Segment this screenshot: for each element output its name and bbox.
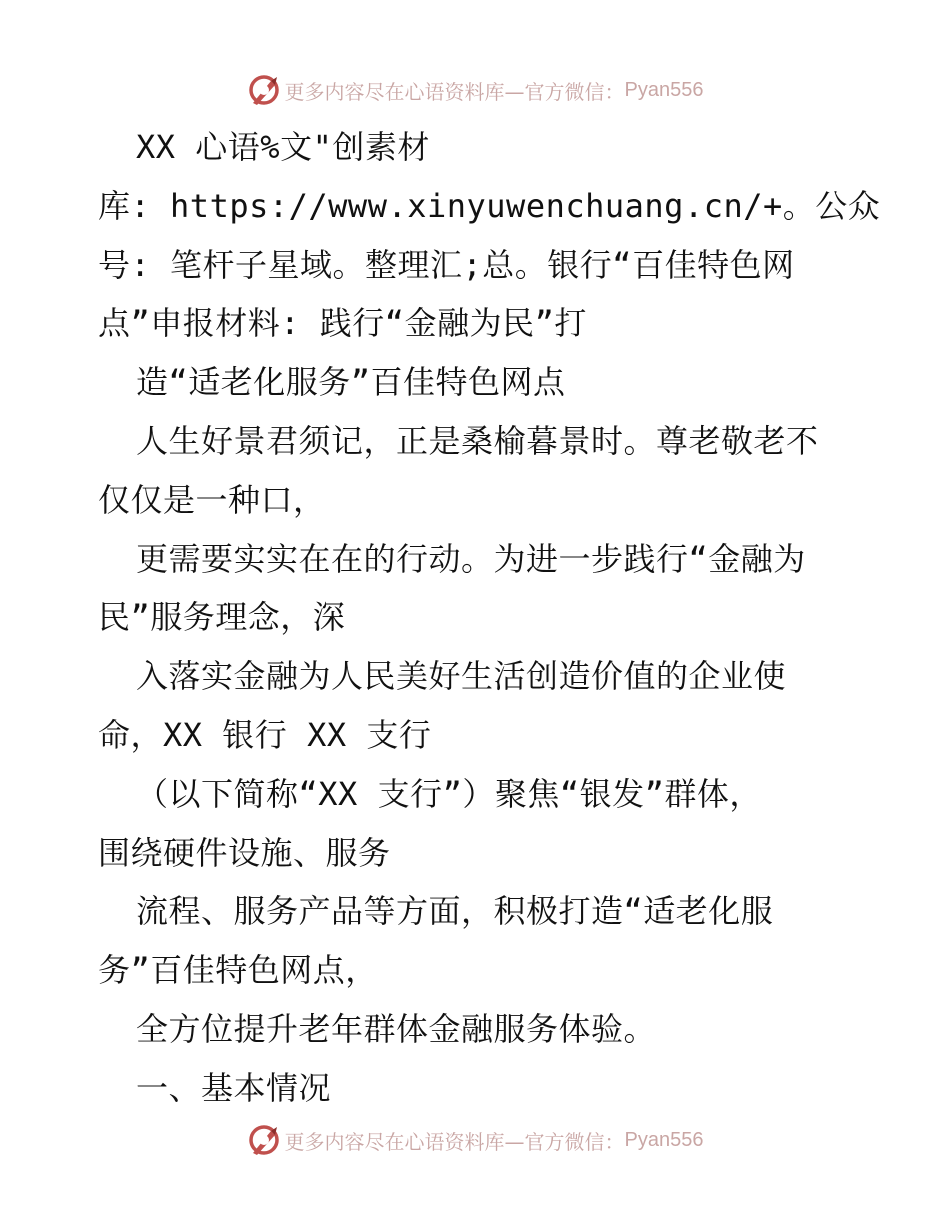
- watermark-text: 更多内容尽在心语资料库—官方微信：: [284, 1129, 625, 1154]
- text-line: 点”申报材料: 践行“金融为民”打: [98, 304, 587, 343]
- text-line: （以下简称“XX 支行”）聚焦“银发”群体，: [136, 774, 762, 813]
- text-line: 全方位提升老年群体金融服务体验。: [136, 1009, 657, 1048]
- section-heading: 一、基本情况: [136, 1068, 332, 1107]
- text-line: 造“适老化服务”百佳特色网点: [136, 363, 566, 402]
- text-line: XX 心语%文"创素材: [136, 128, 430, 166]
- header-watermark: [0, 70, 950, 110]
- text-line: 民”服务理念，深: [98, 598, 346, 637]
- watermark-handle: Pyan556: [624, 78, 704, 101]
- text-line: 仅仅是一种口，: [98, 480, 326, 519]
- text-line: 人生好景君须记，正是桑榆暮景时。尊老敬老不: [136, 421, 819, 460]
- text-line: 更需要实实在在的行动。为进一步践行“金融为: [136, 539, 806, 578]
- footer-watermark: [0, 1120, 950, 1160]
- document-body: [98, 118, 881, 1118]
- text-line: 库: https://www.xinyuwenchuang.cn/+。公众: [98, 186, 881, 225]
- text-line: 围绕硬件设施、服务: [98, 833, 391, 872]
- feather-pen-logo-icon: [247, 73, 281, 107]
- feather-pen-logo-icon: [247, 1123, 281, 1157]
- text-line: 号: 笔杆子星域。整理汇;总。银行“百佳特色网: [98, 245, 795, 284]
- text-line: 流程、服务产品等方面，积极打造“适老化服: [136, 892, 774, 931]
- watermark-text: 更多内容尽在心语资料库—官方微信：: [284, 79, 625, 104]
- text-line: 务”百佳特色网点，: [98, 951, 378, 990]
- watermark-group: [247, 1123, 704, 1157]
- watermark-group: [247, 73, 704, 107]
- watermark-handle: Pyan556: [624, 1128, 704, 1151]
- text-line: 入落实金融为人民美好生活创造价值的企业使: [136, 657, 787, 696]
- text-line: 命，XX 银行 XX 支行: [98, 715, 432, 754]
